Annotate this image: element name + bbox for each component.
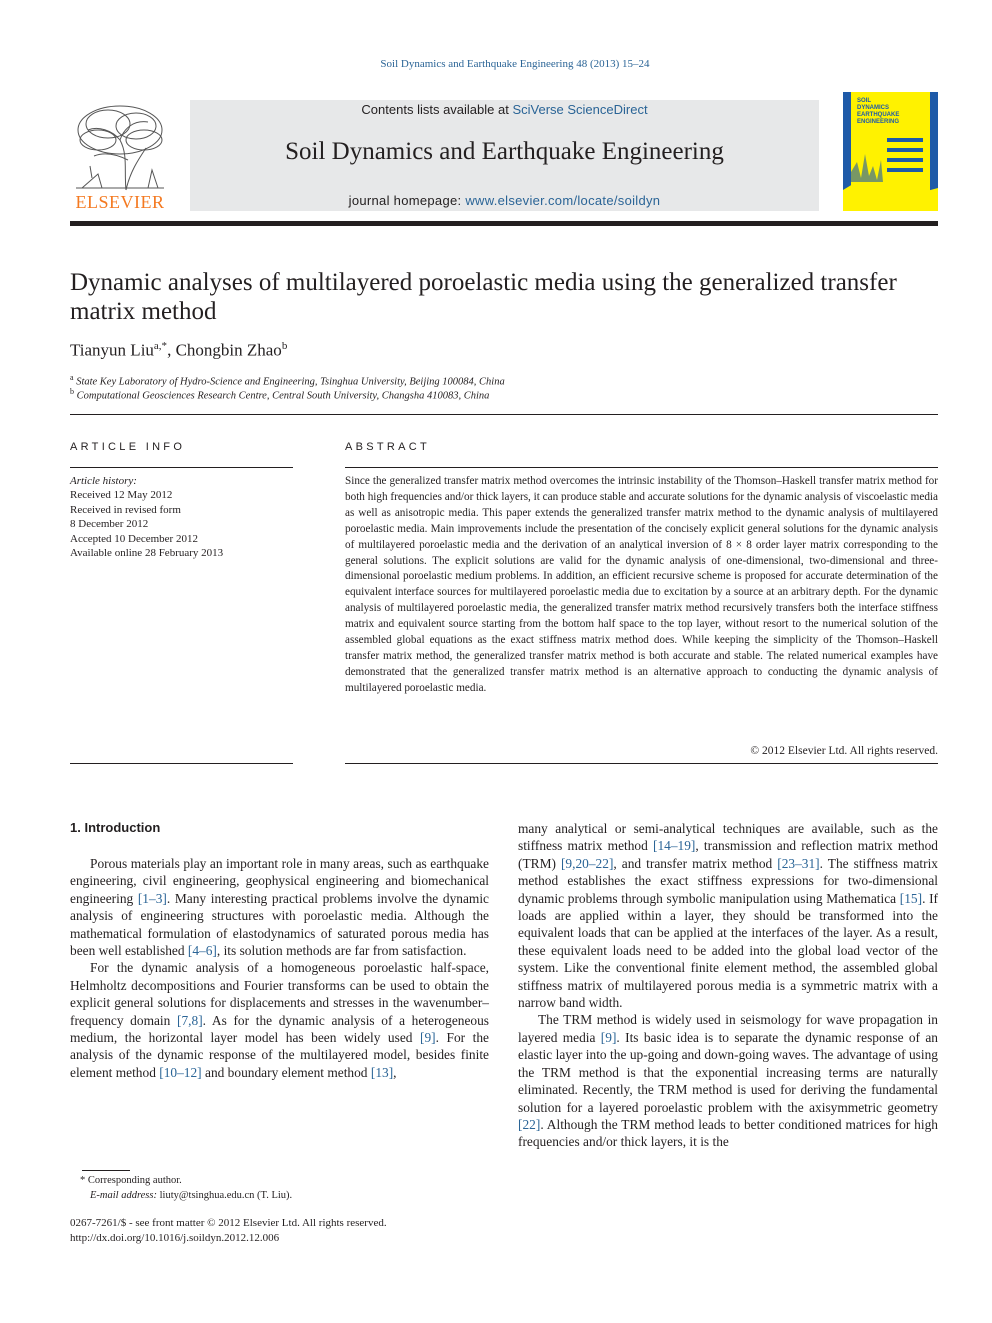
history-item: Accepted 10 December 2012 <box>70 532 198 545</box>
affiliation-a: $^a$ State Key Laboratory of Hydro-Science and Engineering, Tsinghua University, Beijing 100084, China <box>70 373 505 388</box>
paragraph: The TRM method is widely used in seismology for wave propagation in layered media [9]. Its basic idea is to separate the dynamic response of an elastic layer into the up-going and down-going waves. The advantage of using the TRM method is that the exponential increasing terms are naturally eliminated. Recently, the TRM method is used for deriving the fundamental solution for a layered poroelastic problem with the axisymmetric geometry [22]. Although the TRM method leads to better conditioned matrices for high frequencies and/or thick layers, it is the <box>518 1012 938 1150</box>
article-info-heading: ARTICLE INFO <box>70 441 186 453</box>
issn-line: 0267-7261/$ - see front matter © 2012 Elsevier Ltd. All rights reserved. <box>70 1217 387 1229</box>
history-label: Article history: <box>70 475 137 487</box>
reference-link[interactable]: [9,20–22] <box>560 855 614 871</box>
reference-link[interactable]: [7,8] <box>177 1012 203 1028</box>
reference-link[interactable]: [14–19] <box>652 838 696 854</box>
title-rule <box>70 414 938 415</box>
reference-link[interactable]: [22] <box>518 1116 541 1132</box>
history-item: 8 December 2012 <box>70 518 149 531</box>
journal-cover-thumbnail[interactable] <box>843 92 938 211</box>
contents-line: Contents lists available at SciVerse ScienceDirect <box>361 102 648 117</box>
reference-link[interactable]: [1–3] <box>137 890 167 906</box>
author-affil-mark[interactable]: b <box>281 340 288 352</box>
paragraph: many analytical or semi-analytical techniques are available, such as the stiffness matrix method [14–19], transmission and reflection matrix method (TRM) [9,20–22], and transfer matrix method [23–31]. The stiffness matrix method establishes the exact stiffness expressions for two-dimensional dynamic problems through symbolic manipulation using Mathematica [15]. If loads are applied within a layer, they should be transformed into the equivalent loads that can be applied at the interfaces of the layer. As a result, these equivalent loads need to be added into the global load vector of the system. Like the conventional finite element method, the assembled global stiffness matrix of multilayered porous media is a symmetric matrix with a narrow band width. <box>518 821 938 1011</box>
header-rule <box>70 221 938 226</box>
reference-link[interactable]: [15] <box>899 890 923 906</box>
copyright-notice: © 2012 Elsevier Ltd. All rights reserved. <box>750 745 938 757</box>
author-affil-mark[interactable]: a,* <box>153 340 168 352</box>
reference-link[interactable]: [4–6] <box>187 943 217 959</box>
cover-title-line: SOIL <box>857 98 872 104</box>
corresponding-author-note: * Corresponding author. <box>80 1175 182 1186</box>
author-list: Tianyun Liu$^{a,*}$, Chongbin Zhao$^b$ <box>70 340 288 360</box>
abstract-rule <box>345 467 938 468</box>
reference-link[interactable]: [9] <box>420 1030 436 1046</box>
homepage-link[interactable]: www.elsevier.com/locate/soildyn <box>465 193 661 208</box>
affiliation-b: $^b$ Computational Geosciences Research Centre, Central South University, Changsha 410083, China <box>70 387 490 402</box>
article-info-bottom-rule <box>70 763 293 764</box>
journal-citation[interactable]: Soil Dynamics and Earthquake Engineering 48 (2013) 15–24 <box>380 58 650 70</box>
journal-name: Soil Dynamics and Earthquake Engineering <box>285 138 724 165</box>
cover-title-line: EARTHQUAKE <box>857 112 900 118</box>
front-matter <box>70 1216 490 1245</box>
sciencedirect-link[interactable]: SciVerse ScienceDirect <box>512 102 648 117</box>
email-link[interactable]: liuty@tsinghua.edu.cn (T. Liu). <box>159 1189 293 1201</box>
reference-link[interactable]: [9] <box>600 1029 617 1045</box>
footnote <box>70 1174 490 1203</box>
reference-link[interactable]: [10–12] <box>159 1064 202 1080</box>
footnote-rule <box>82 1170 130 1171</box>
abstract-bottom-rule <box>345 763 938 764</box>
abstract-text: Since the generalized transfer matrix method overcomes the intrinsic instability of the Thomson–Haskell transfer matrix method for both high frequencies and/or thick layers, it can produce stable and accurate solutions for the dynamic analysis of viscoelastic media as well as anisotropic media. This paper extends the generalized transfer matrix method to the dynamic analysis of multilayered poroelastic media. Main improvements include the presentation of the concisely explicit general solutions for the dynamic analysis of multilayered poroelastic media and the derivation of an analytical inversion of 8 × 8 order layer matrix corresponding to the general solutions. The explicit solutions are valid for the dynamic analysis of one-dimensional, two-dimensional and three-dimensional poroelastic medium problems. In addition, an efficient recursive scheme is proposed for accurate determination of the equivalent interface sources for multilayered poroelastic media due to excitation by a source at an arbitrary depth. For the dynamic analysis of multilayered poroelastic media, the generalized transfer matrix method recursively transfers both the interface stiffness matrix and equivalent source starting from the bottom half space to the top layer, without resort to the numerical solution of the assembled global equations as the exact stiffness matrix method does. While keeping the simplicity of the Thomson–Haskell transfer matrix method, the generalized transfer matrix method is both accurate and stable. The related numerical examples have demonstrated that the generalized transfer matrix method is an alternative approach to conducting the dynamic analysis of multilayered poroelastic media. <box>345 475 938 694</box>
history-item: Received in revised form <box>70 503 181 516</box>
paragraph: For the dynamic analysis of a homogeneous poroelastic half-space, Helmholtz decompositions and Fourier transforms can be used to obtain the explicit general solutions for displacements and stresses in the wavenumber–frequency domain [7,8]. As for the dynamic analysis of a heterogeneous medium, the horizontal layer model has been widely used [9]. For the analysis of the dynamic response of the multilayered model, besides finite element method [10–12] and boundary element method [13], <box>70 960 489 1080</box>
article-info-rule <box>70 467 293 468</box>
homepage-line: journal homepage: www.elsevier.com/locate/soildyn <box>348 193 661 208</box>
body-column-right <box>518 820 938 1151</box>
section-heading-introduction: 1. Introduction <box>70 820 161 835</box>
email-note: E-mail address: liuty@tsinghua.edu.cn (T. Liu). <box>90 1189 293 1201</box>
history-item: Received 12 May 2012 <box>70 489 173 502</box>
author-name: Tianyun Liu <box>70 340 154 360</box>
cover-title-line: ENGINEERING <box>857 119 900 125</box>
author-name: Chongbin Zhao <box>175 340 282 360</box>
publisher-wordmark: ELSEVIER <box>75 192 165 212</box>
cover-title-line: DYNAMICS <box>857 105 890 111</box>
history-item: Available online 28 February 2013 <box>70 547 224 560</box>
reference-link[interactable]: [23–31] <box>777 855 820 871</box>
body-column-left <box>70 855 489 1081</box>
abstract-heading: ABSTRACT <box>345 441 431 453</box>
doi-link[interactable]: http://dx.doi.org/10.1016/j.soildyn.2012.12.006 <box>70 1231 280 1244</box>
paragraph: Porous materials play an important role in many areas, such as earthquake engineering, civil engineering, geophysical engineering and biomechanical engineering [1–3]. Many interesting practical problems involve the dynamic analysis of engineering structures with poroelastic media. Although the mathematical formulation of elastodynamics of saturated porous media has been well established [4–6], its solution methods are far from satisfaction. <box>70 856 489 959</box>
article-title: Dynamic analyses of multilayered poroelastic media using the generalized transfer matrix method <box>70 269 897 325</box>
article-history <box>70 474 293 560</box>
reference-link[interactable]: [13] <box>370 1064 394 1080</box>
